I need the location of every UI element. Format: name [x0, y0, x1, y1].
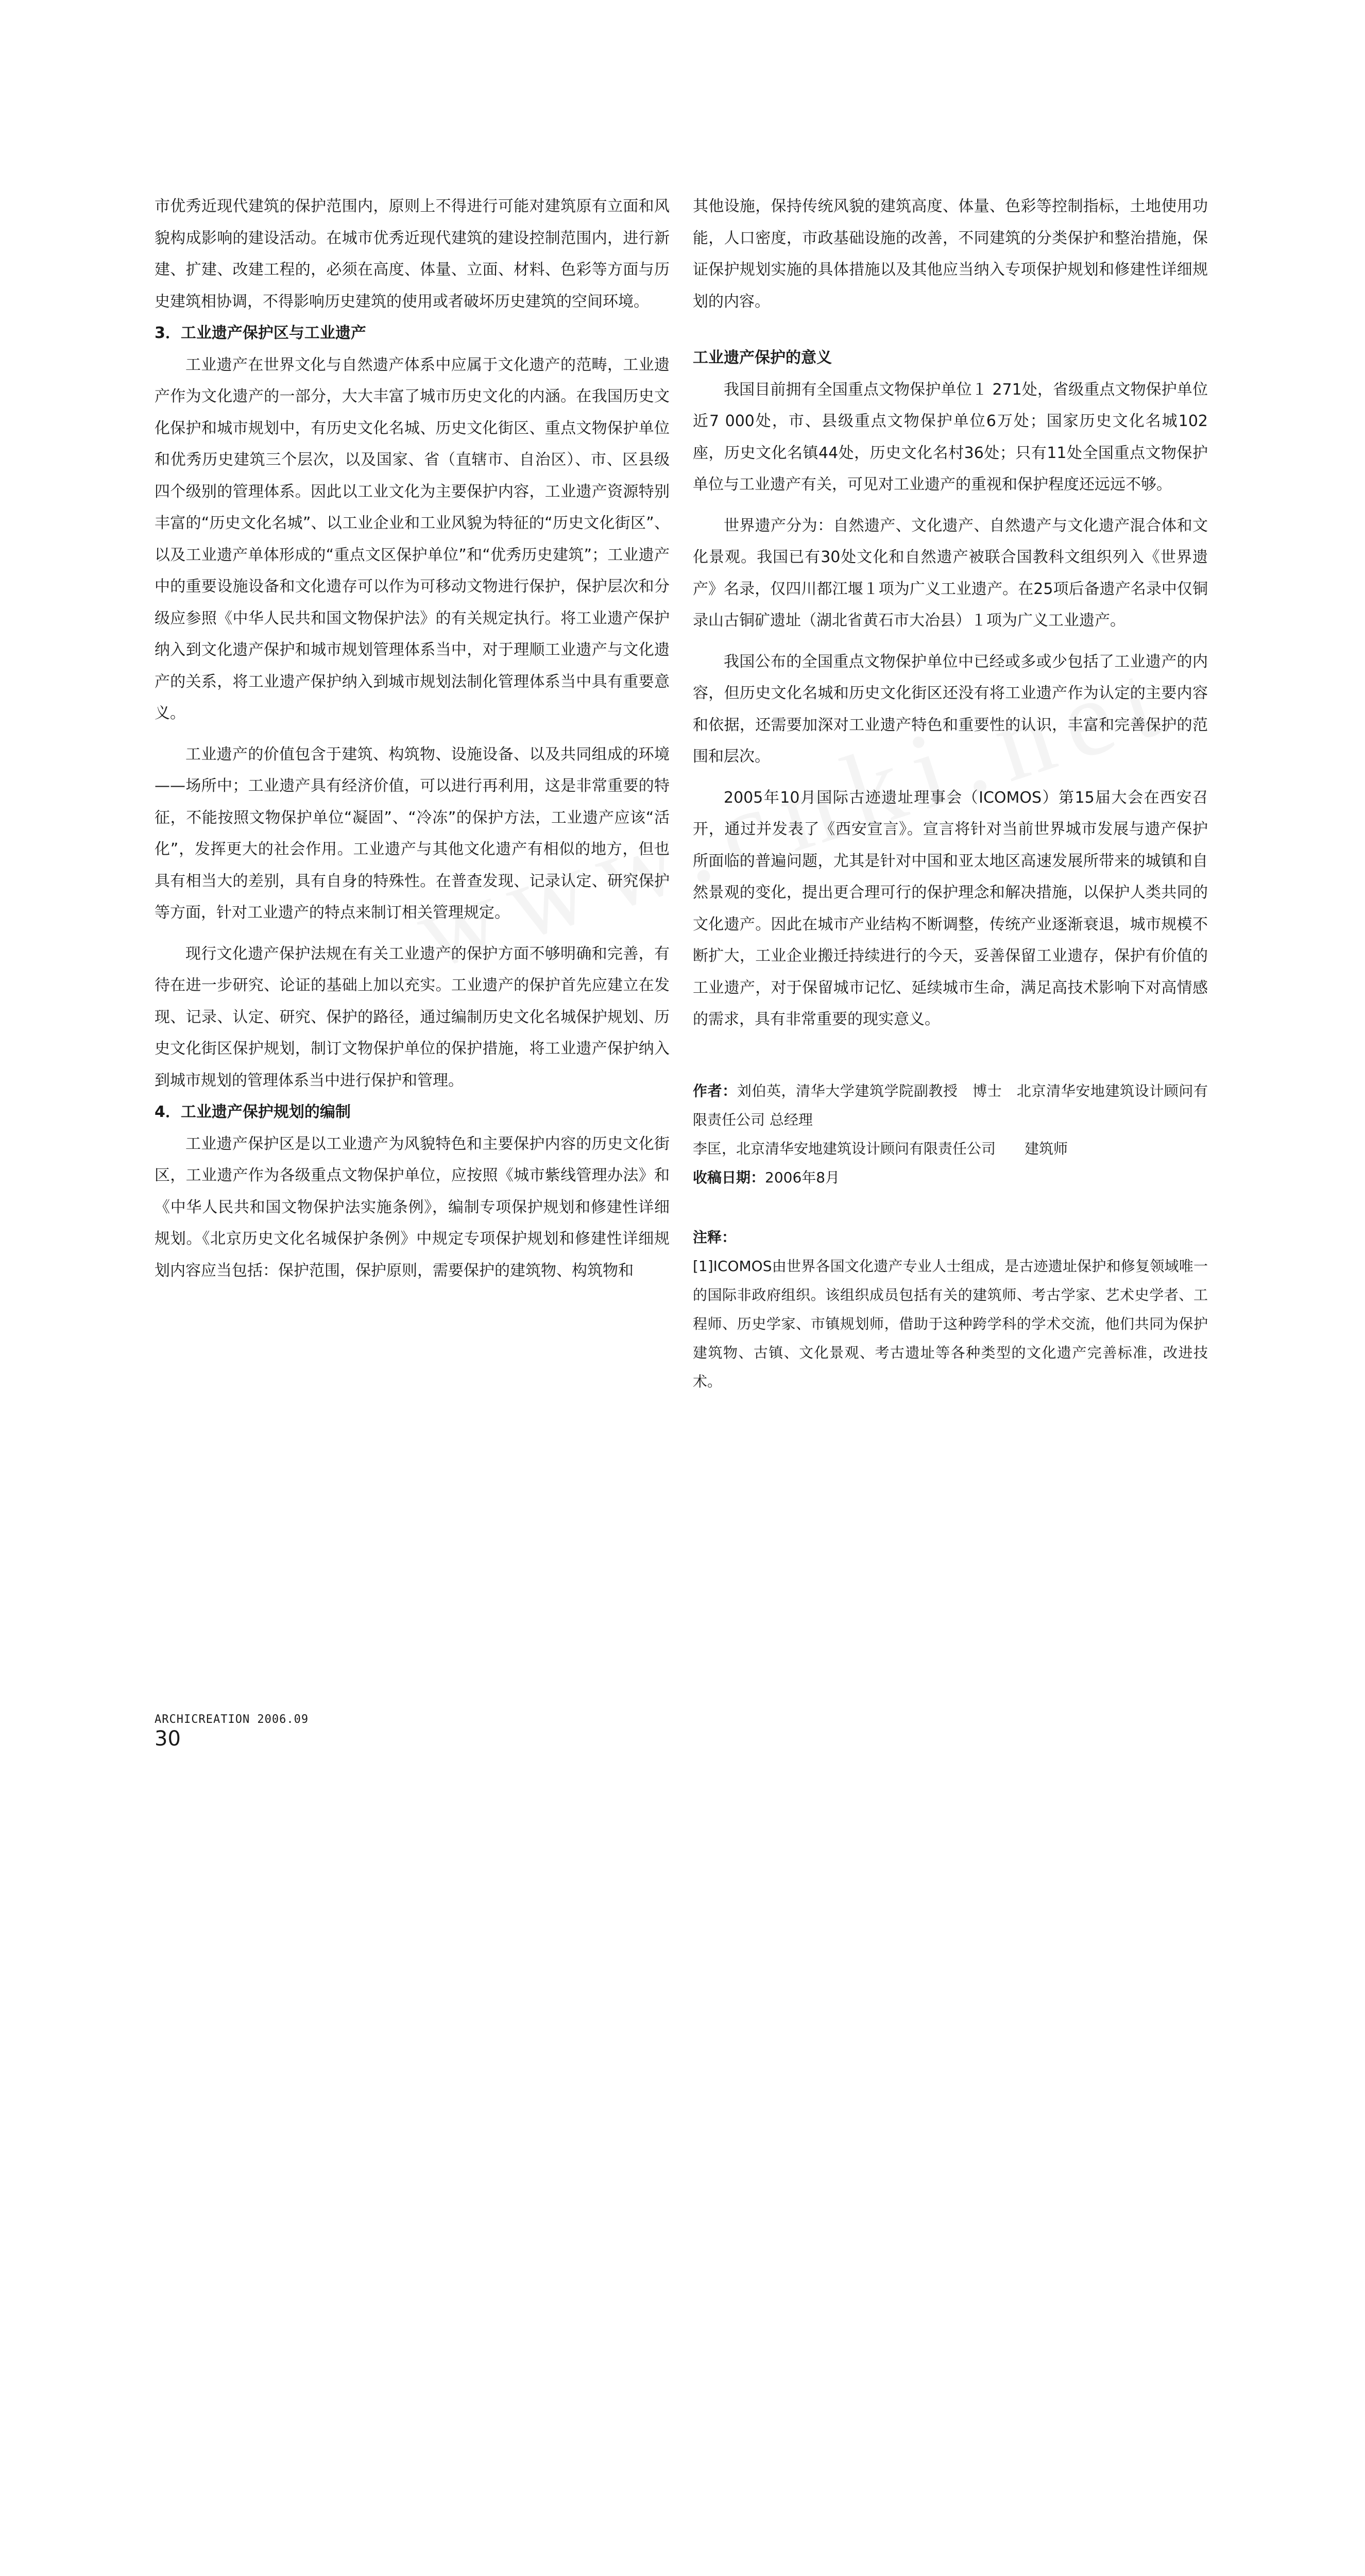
page-number: 30	[155, 1727, 181, 1751]
right-column	[693, 191, 1208, 1396]
notes-section	[693, 1223, 1208, 1396]
author-info	[693, 1077, 1208, 1192]
paragraph: 市优秀近现代建筑的保护范围内，原则上不得进行可能对建筑原有立面和风貌构成影响的建设活动。在城市优秀近现代建筑的建设控制范围内，进行新建、扩建、改建工程的，必须在高度、体量、立面、材料、色彩等方面与历史建筑相协调，不得影响历史建筑的使用或者破坏历史建筑的空间环境。	[155, 197, 670, 311]
section-heading: 3．工业遗产保护区与工业遗产	[155, 324, 366, 342]
coauthor-line: 李匡，北京清华安地建筑设计顾问有限责任公司 建筑师	[693, 1140, 1068, 1157]
paragraph: 工业遗产保护区是以工业遗产为风貌特色和主要保护内容的历史文化街区，工业遗产作为各级重点文物保护单位，应按照《城市紫线管理办法》和《中华人民共和国文物保护法实施条例》，编制专项保护规划和修建性详细规划。《北京历史文化名城保护条例》中规定专项保护规划和修建性详细规划内容应当包括：保护范围，保护原则，需要保护的建筑物、构筑物和	[155, 1134, 670, 1280]
paragraph: 工业遗产的价值包含于建筑、构筑物、设施设备、以及共同组成的环境——场所中；工业遗产具有经济价值，可以进行再利用，这是非常重要的特征，不能按照文物保护单位“凝固”、“冷冻”的保护方法，工业遗产应该“活化”，发挥更大的社会作用。工业遗产与其他文化遗产有相似的地方，但也具有相当大的差别，具有自身的特殊性。在普查发现、记录认定、研究保护等方面，针对工业遗产的特点来制订相关管理规定。	[155, 745, 670, 922]
date-label: 收稿日期：	[693, 1168, 765, 1186]
section-heading: 4．工业遗产保护规划的编制	[155, 1103, 351, 1121]
left-column	[155, 191, 670, 1286]
paragraph: 其他设施，保持传统风貌的建筑高度、体量、色彩等控制指标，土地使用功能，人口密度，市政基础设施的改善，不同建筑的分类保护和整治措施，保证保护规划实施的具体措施以及其他应当纳入专项保护规划和修建性详细规划的内容。	[693, 197, 1208, 311]
paragraph: 工业遗产在世界文化与自然遗产体系中应属于文化遗产的范畴，工业遗产作为文化遗产的一部分，大大丰富了城市历史文化的内涵。在我国历史文化保护和城市规划中，有历史文化名城、历史文化街区、重点文物保护单位和优秀历史建筑三个层次，以及国家、省（直辖市、自治区）、市、区县级四个级别的管理体系。因此以工业文化为主要保护内容，工业遗产资源特别丰富的“历史文化名城”、以工业企业和工业风貌为特征的“历史文化街区”、以及工业遗产单体形成的“重点文区保护单位”和“优秀历史建筑”；工业遗产中的重要设施设备和文化遗存可以作为可移动文物进行保护，保护层次和分级应参照《中华人民共和国文物保护法》的有关规定执行。将工业遗产保护纳入到文化遗产保护和城市规划管理体系当中，对于理顺工业遗产与文化遗产的关系，将工业遗产保护纳入到城市规划法制化管理体系当中具有重要意义。	[155, 355, 670, 722]
paragraph: 世界遗产分为：自然遗产、文化遗产、自然遗产与文化遗产混合体和文化景观。我国已有30处文化和自然遗产被联合国教科文组织列入《世界遗产》名录，仅四川都江堰１项为广义工业遗产。在25项后备遗产名录中仅铜录山古铜矿遗址（湖北省黄石市大冶县）１项为广义工业遗产。	[693, 516, 1208, 630]
paragraph: 我国目前拥有全国重点文物保护单位１ 271处，省级重点文物保护单位近7 000处，市、县级重点文物保护单位6万处；国家历史文化名城102座，历史文化名镇44处，历史文化名村36处；只有11处全国重点文物保护单位与工业遗产有关，可见对工业遗产的重视和保护程度还远远不够。	[693, 380, 1208, 494]
author-text: 刘伯英，清华大学建筑学院副教授 博士 北京清华安地建筑设计顾问有限责任公司 总经理	[693, 1082, 1208, 1128]
author-line	[693, 1077, 1208, 1134]
section-heading: 工业遗产保护的意义	[693, 349, 832, 367]
note-1: [1]ICOMOS由世界各国文化遗产专业人士组成，是古迹遗址保护和修复领域唯一的国际非政府组织。该组织成员包括有关的建筑师、考古学家、艺术史学者、工程师、历史学家、市镇规划师，借助于这种跨学科的学术交流，他们共同为保护建筑物、古镇、文化景观、考古遗址等各种类型的文化遗产完善标准，改进技术。	[693, 1257, 1208, 1390]
copyright-bar	[0, 1793, 1365, 1850]
journal-footer: ARCHICREATION 2006.09	[155, 1713, 309, 1726]
date-text: 2006年8月	[765, 1168, 840, 1186]
right-body	[693, 191, 1208, 1036]
received-date-line	[693, 1163, 1208, 1192]
paragraph: 我国公布的全国重点文物保护单位中已经或多或少包括了工业遗产的内容，但历史文化名城和历史文化街区还没有将工业遗产作为认定的主要内容和依据，还需要加深对工业遗产特色和重要性的认识，丰富和完善保护的范围和层次。	[693, 652, 1208, 766]
paragraph: 现行文化遗产保护法规在有关工业遗产的保护方面不够明确和完善，有待在进一步研究、论证的基础上加以充实。工业遗产的保护首先应建立在发现、记录、认定、研究、保护的路径，通过编制历史文化名城保护规划、历史文化街区保护规划，制订文物保护单位的保护措施，将工业遗产保护纳入到城市规划的管理体系当中进行保护和管理。	[155, 944, 670, 1090]
paragraph: 2005年10月国际古迹遗址理事会（ICOMOS）第15届大会在西安召开，通过并发表了《西安宣言》。宣言将针对当前世界城市发展与遗产保护所面临的普遍问题，尤其是针对中国和亚太地区高速发展所带来的城镇和自然景观的变化，提出更合理可行的保护理念和解决措施，以保护人类共同的文化遗产。因此在城市产业结构不断调整，传统产业逐渐衰退，城市规模不断扩大，工业企业搬迁持续进行的今天，妥善保留工业遗存，保护有价值的工业遗产，对于保留城市记忆、延续城市生命，满足高技术影响下对高情感的需求，具有非常重要的现实意义。	[693, 788, 1208, 1028]
author-label: 作者：	[693, 1082, 737, 1099]
notes-label: 注释：	[693, 1228, 737, 1246]
